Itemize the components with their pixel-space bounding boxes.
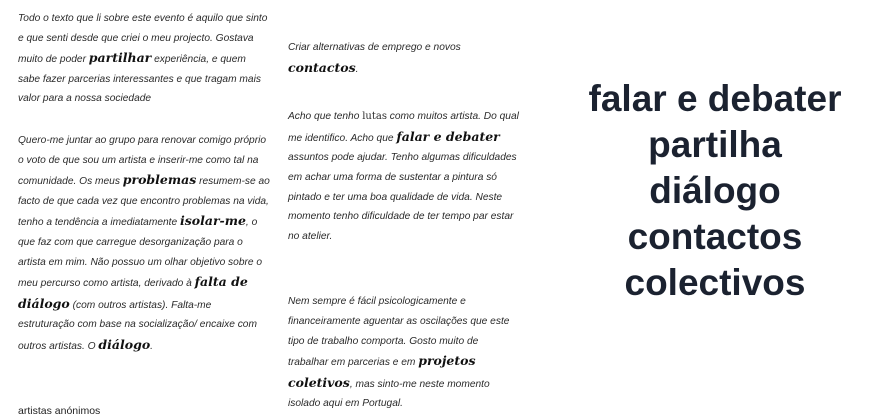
keyword: falar e debater <box>588 78 842 119</box>
testimonial-paragraph <box>288 38 520 79</box>
keyword: diálogo <box>649 170 781 211</box>
testimonial-column-left <box>18 9 270 357</box>
serif-word: lutas <box>362 111 387 123</box>
testimonial-text: assuntos pode ajudar. Tenho algumas dificuldades em achar uma forma de sustentar a pintura só pintado e ter uma boa qualidade de vida. Neste momento tenho dificuldade de ter tempo par estar no atelier. <box>288 152 517 242</box>
keyword: colectivos <box>624 262 806 303</box>
testimonial-text: Nem sempre é fácil psicologicamente e financeiramente aguentar as oscilações que este tipo de trabalho comporta. Gosto muito de trabalhar em parcerias e em <box>288 296 510 369</box>
testimonial-text: Acho que tenho <box>288 111 363 123</box>
highlight-word: problemas <box>122 172 197 188</box>
testimonial-text: resumem-se ao facto de que cada vez que encontro problemas na vida, tenho a tendência a imediatamente <box>18 176 270 229</box>
highlight-word: isolar-me <box>179 213 246 229</box>
footer-caption: artistas anónimos <box>18 405 101 417</box>
testimonial-text: como muitos artista. Do qual me identifico. Acho que <box>288 111 519 144</box>
testimonial-text: (com outros artistas). Falta-me estruturação com base na socialização/ encaixe com outros artistas. O <box>18 299 257 352</box>
highlight-word: projetos coletivos <box>288 353 476 390</box>
keyword: contactos <box>627 216 803 257</box>
testimonial-paragraph <box>18 131 270 357</box>
testimonial-column-middle <box>288 38 520 414</box>
keywords-list <box>560 76 870 306</box>
testimonial-paragraph <box>288 292 520 414</box>
testimonial-text: Todo o texto que li sobre este evento é aquilo que sinto e que senti desde que criei o meu projecto. Gostava muito de poder <box>18 13 268 66</box>
testimonial-paragraph <box>288 107 520 246</box>
testimonial-text: . <box>355 63 359 75</box>
testimonial-text: , o que faz com que carregue desorganização para o artista em mim. Não possuo um olhar objetivo sobre o meu percurso como artista, derivado à <box>18 217 263 290</box>
testimonial-text: . <box>150 340 154 352</box>
testimonial-text: Quero-me juntar ao grupo para renovar comigo próprio o voto de que sou um artista e inserir-me como tal na comunidade. Os meus <box>18 134 267 188</box>
testimonial-paragraph <box>18 9 270 109</box>
highlight-word: falta de diálogo <box>18 274 248 311</box>
highlight-word: falar e debater <box>396 128 500 144</box>
testimonial-text: , mas sinto-me neste momento isolado aqui em Portugal. <box>288 378 490 410</box>
testimonial-text: experiência, e quem sabe fazer parcerias interessantes e que tragam mais valor para a nossa sociedade <box>18 54 261 105</box>
keyword: partilha <box>648 124 782 165</box>
highlight-word: partilhar <box>88 50 152 66</box>
highlight-word: diálogo <box>98 336 151 352</box>
highlight-word: contactos <box>288 59 356 75</box>
testimonial-text: Criar alternativas de emprego e novos <box>288 42 461 53</box>
